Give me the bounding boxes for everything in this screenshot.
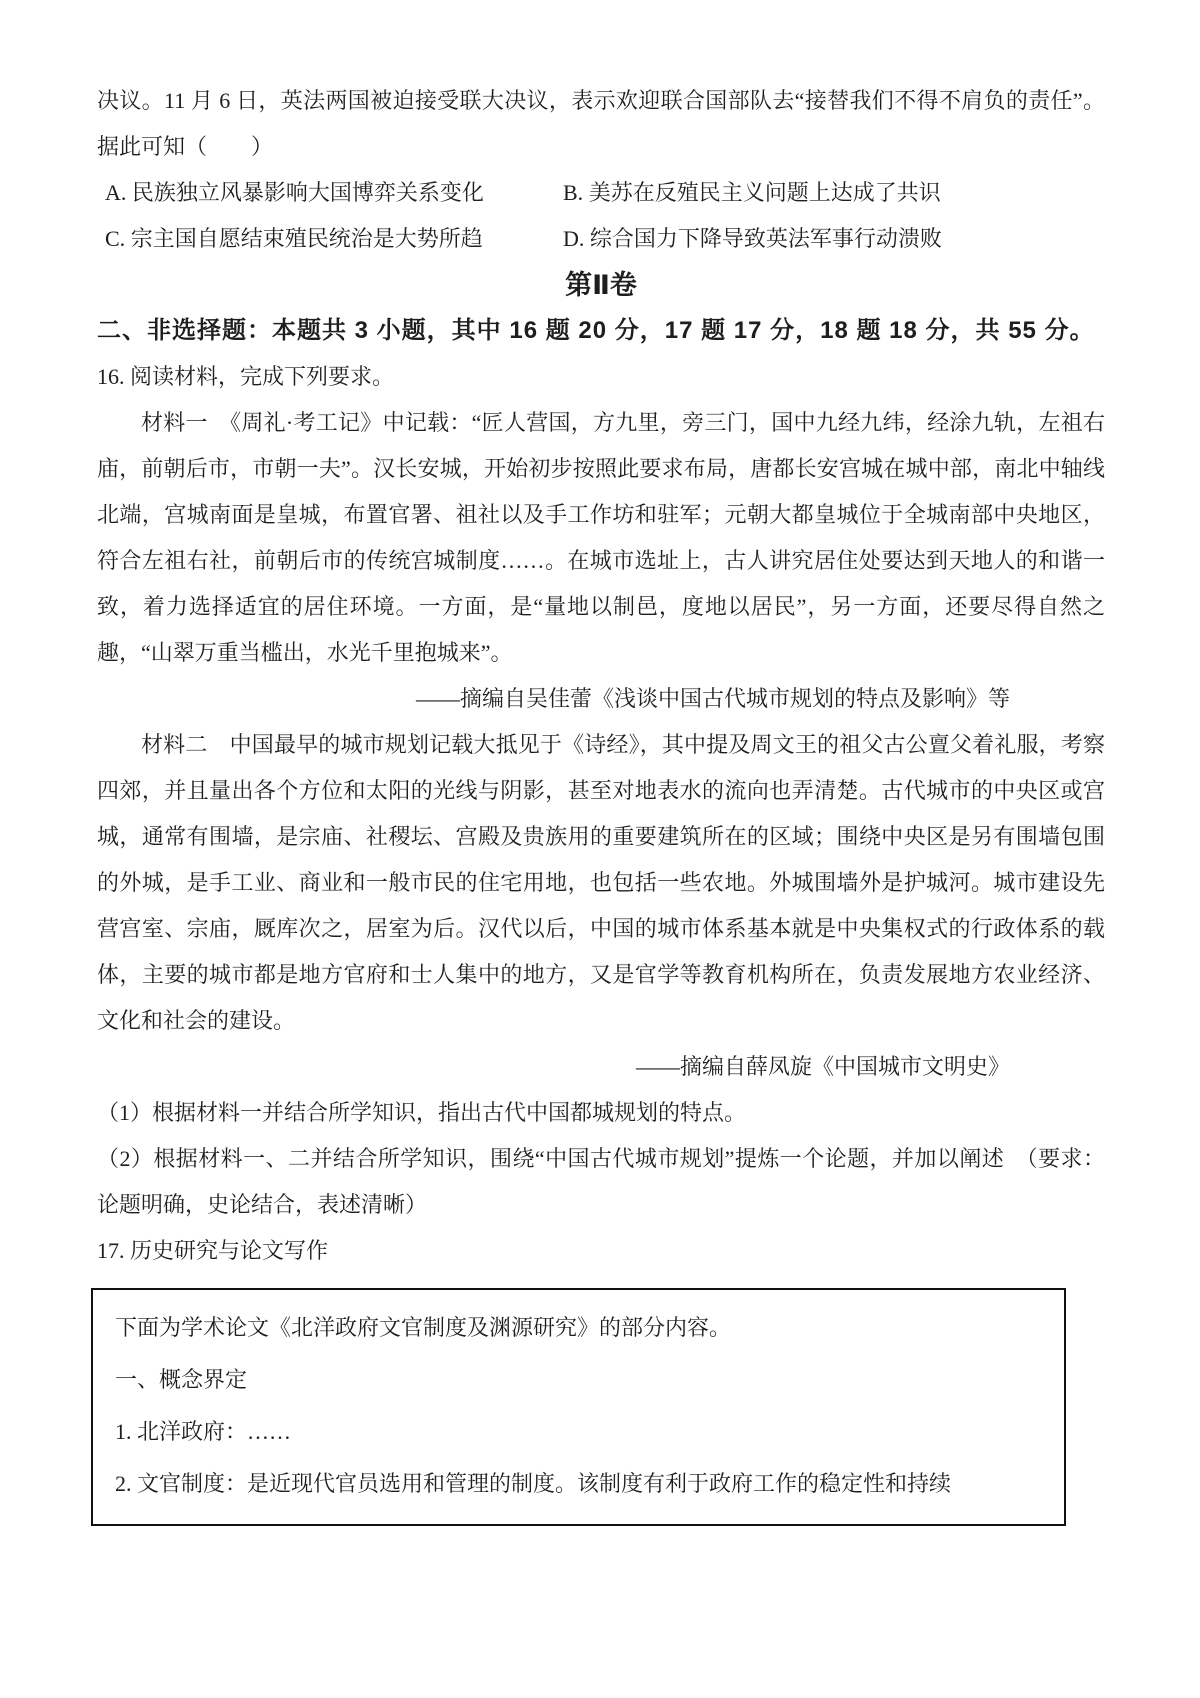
- question15-options: [97, 170, 1105, 262]
- question17-intro: 17. 历史研究与论文写作: [97, 1238, 329, 1263]
- option-d-text: 综合国力下降导致英法军事行动溃败: [589, 226, 942, 251]
- option-c: [105, 216, 563, 262]
- option-c-text: 宗主国自愿结束殖民统治是大势所趋: [130, 226, 483, 251]
- option-b-text: 美苏在反殖民主义问题上达成了共识: [588, 180, 941, 205]
- box-line-3: 1. 北洋政府：……: [115, 1419, 292, 1444]
- part2-title: 第Ⅱ卷: [565, 270, 637, 300]
- option-c-key: C.: [105, 226, 126, 251]
- option-b-key: B.: [563, 180, 584, 205]
- box-line-4: 2. 文官制度：是近现代官员选用和管理的制度。该制度有利于政府工作的稳定性和持续: [115, 1471, 952, 1496]
- question16-sub-question-1: （1）根据材料一并结合所学知识，指出古代中国都城规划的特点。: [97, 1100, 747, 1125]
- question16-material-1: 材料一 《周礼·考工记》中记载：“匠人营国，方九里，旁三门，国中九经九纬，经涂九轨，左祖右庙，前朝后市，市朝一夫”。汉长安城，开始初步按照此要求布局，唐都长安宫城在城中部，南北中轴线北端，宫城南面是皇城，布置官署、祖社以及手工作坊和驻军；元朝大都皇城位于全城南部中央地区，符合左祖右社，前朝后市的传统宫城制度……。在城市选址上，古人讲究居住处要达到天地人的和谐一致，着力选择适宜的居住环境。一方面，是“量地以制邑，度地以居民”，另一方面，还要尽得自然之趣，“山翠万重当槛出，水光千里抱城来”。: [97, 410, 1105, 665]
- question16-intro: 16. 阅读材料，完成下列要求。: [97, 364, 395, 389]
- question17-box: [91, 1288, 1066, 1526]
- option-d-key: D.: [563, 226, 585, 251]
- option-a-key: A.: [105, 180, 127, 205]
- option-b: [563, 170, 1105, 216]
- option-a: [105, 170, 563, 216]
- box-line-2: 一、概念界定: [115, 1367, 248, 1392]
- question16-material-2-source: ——摘编自薛凤旋《中国城市文明史》: [635, 1054, 1010, 1079]
- option-a-text: 民族独立风暴影响大国博弈关系变化: [131, 180, 484, 205]
- question16-material-2: 材料二 中国最早的城市规划记载大抵见于《诗经》，其中提及周文王的祖父古公亶父着礼服，考察四郊，并且量出各个方位和太阳的光线与阴影，甚至对地表水的流向也弄清楚。古代城市的中央区或宫城，通常有围墙，是宗庙、社稷坛、宫殿及贵族用的重要建筑所在的区域；围绕中央区是另有围墙包围的外城，是手工业、商业和一般市民的住宅用地，也包括一些农地。外城围墙外是护城河。城市建设先营宫室、宗庙，厩库次之，居室为后。汉代以后，中国的城市体系基本就是中央集权式的行政体系的载体，主要的城市都是地方官府和士人集中的地方，又是官学等教育机构所在，负责发展地方农业经济、文化和社会的建设。: [97, 732, 1105, 1033]
- question15-stem: 决议。11 月 6 日，英法两国被迫接受联大决议，表示欢迎联合国部队去“接替我们不得不肩负的责任”。据此可知（ ）: [97, 88, 1105, 159]
- box-line-1: 下面为学术论文《北洋政府文官制度及渊源研究》的部分内容。: [115, 1315, 732, 1340]
- question16-material-1-source: ——摘编自吴佳蕾《浅谈中国古代城市规划的特点及影响》等: [415, 686, 1010, 711]
- section-heading: 二、非选择题：本题共 3 小题，其中 16 题 20 分，17 题 17 分，18 题 18 分，共 55 分。: [97, 317, 1095, 344]
- question16-sub-question-2: （2）根据材料一、二并结合所学知识，围绕“中国古代城市规划”提炼一个论题，并加以阐述 （要求：论题明确，史论结合，表述清晰）: [97, 1146, 1105, 1217]
- option-d: [563, 216, 1105, 262]
